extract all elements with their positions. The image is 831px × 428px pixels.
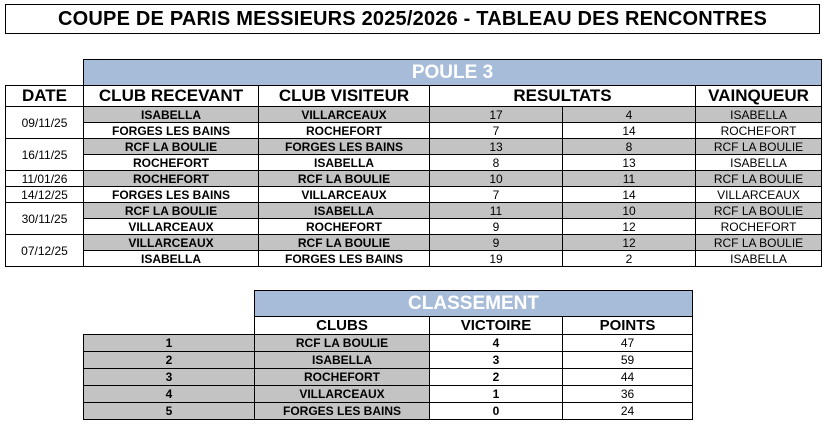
- score-away: 2: [563, 251, 696, 267]
- col-away-club: CLUB VISITEUR: [259, 86, 430, 107]
- score-away: 10: [563, 203, 696, 219]
- away-club: ROCHEFORT: [259, 123, 430, 139]
- winner: RCF LA BOULIE: [696, 235, 822, 251]
- winner: RCF LA BOULIE: [696, 139, 822, 155]
- match-row: [6, 187, 822, 203]
- winner: ISABELLA: [696, 155, 822, 171]
- match-row: [6, 107, 822, 123]
- match-row: [6, 171, 822, 187]
- club: ISABELLA: [255, 352, 430, 369]
- blank-corner: [6, 60, 84, 86]
- away-club: ISABELLA: [259, 155, 430, 171]
- score-home: 11: [430, 203, 563, 219]
- home-club: ISABELLA: [84, 107, 259, 123]
- away-club: ISABELLA: [259, 203, 430, 219]
- score-home: 7: [430, 187, 563, 203]
- score-away: 13: [563, 155, 696, 171]
- rank: 3: [84, 369, 255, 386]
- winner: ISABELLA: [696, 251, 822, 267]
- away-club: FORGES LES BAINS: [259, 251, 430, 267]
- pool-header: POULE 3: [84, 60, 822, 86]
- wins: 3: [430, 352, 563, 369]
- col-date: DATE: [6, 86, 84, 107]
- matches-column-headers: [6, 86, 822, 107]
- match-date: 07/12/25: [6, 235, 84, 267]
- winner: ISABELLA: [696, 107, 822, 123]
- points: 36: [563, 386, 693, 403]
- matches-table: [5, 59, 822, 267]
- match-row: [6, 139, 822, 155]
- standing-row: [84, 335, 693, 352]
- rank: 4: [84, 386, 255, 403]
- wins: 2: [430, 369, 563, 386]
- score-away: 4: [563, 107, 696, 123]
- home-club: VILLARCEAUX: [84, 235, 259, 251]
- points: 47: [563, 335, 693, 352]
- winner: RCF LA BOULIE: [696, 203, 822, 219]
- score-home: 13: [430, 139, 563, 155]
- page-title: COUPE DE PARIS MESSIEURS 2025/2026 - TABLEAU DES RENCONTRES: [5, 4, 820, 34]
- away-club: ROCHEFORT: [259, 219, 430, 235]
- rank: 1: [84, 335, 255, 352]
- col-points: POINTS: [563, 317, 693, 335]
- winner: ROCHEFORT: [696, 123, 822, 139]
- match-date: 11/01/26: [6, 171, 84, 187]
- points: 24: [563, 403, 693, 420]
- score-away: 8: [563, 139, 696, 155]
- points: 44: [563, 369, 693, 386]
- col-clubs: CLUBS: [255, 317, 430, 335]
- away-club: RCF LA BOULIE: [259, 235, 430, 251]
- away-club: VILLARCEAUX: [259, 187, 430, 203]
- standings-column-headers: [84, 317, 693, 335]
- winner: ROCHEFORT: [696, 219, 822, 235]
- score-home: 17: [430, 107, 563, 123]
- match-row: [6, 251, 822, 267]
- match-date: 14/12/25: [6, 187, 84, 203]
- standing-row: [84, 386, 693, 403]
- rank: 5: [84, 403, 255, 420]
- score-away: 12: [563, 219, 696, 235]
- score-home: 7: [430, 123, 563, 139]
- club: VILLARCEAUX: [255, 386, 430, 403]
- wins: 4: [430, 335, 563, 352]
- club: RCF LA BOULIE: [255, 335, 430, 352]
- home-club: VILLARCEAUX: [84, 219, 259, 235]
- match-row: [6, 123, 822, 139]
- away-club: RCF LA BOULIE: [259, 171, 430, 187]
- match-date: 16/11/25: [6, 139, 84, 171]
- rank: 2: [84, 352, 255, 369]
- col-wins: VICTOIRE: [430, 317, 563, 335]
- match-row: [6, 155, 822, 171]
- away-club: VILLARCEAUX: [259, 107, 430, 123]
- standing-row: [84, 369, 693, 386]
- score-home: 9: [430, 219, 563, 235]
- standing-row: [84, 352, 693, 369]
- score-home: 9: [430, 235, 563, 251]
- wins: 1: [430, 386, 563, 403]
- score-home: 10: [430, 171, 563, 187]
- home-club: FORGES LES BAINS: [84, 123, 259, 139]
- score-home: 19: [430, 251, 563, 267]
- col-winner: VAINQUEUR: [696, 86, 822, 107]
- standings-header: CLASSEMENT: [255, 291, 693, 317]
- score-away: 14: [563, 187, 696, 203]
- match-row: [6, 203, 822, 219]
- col-home-club: CLUB RECEVANT: [84, 86, 259, 107]
- col-results: RESULTATS: [430, 86, 696, 107]
- match-row: [6, 219, 822, 235]
- score-away: 11: [563, 171, 696, 187]
- standings-table: [83, 290, 693, 420]
- wins: 0: [430, 403, 563, 420]
- home-club: ISABELLA: [84, 251, 259, 267]
- home-club: RCF LA BOULIE: [84, 139, 259, 155]
- blank-corner: [84, 291, 255, 317]
- score-away: 14: [563, 123, 696, 139]
- winner: RCF LA BOULIE: [696, 171, 822, 187]
- match-date: 09/11/25: [6, 107, 84, 139]
- home-club: ROCHEFORT: [84, 171, 259, 187]
- standing-row: [84, 403, 693, 420]
- home-club: FORGES LES BAINS: [84, 187, 259, 203]
- score-away: 12: [563, 235, 696, 251]
- score-home: 8: [430, 155, 563, 171]
- points: 59: [563, 352, 693, 369]
- match-row: [6, 235, 822, 251]
- away-club: FORGES LES BAINS: [259, 139, 430, 155]
- match-date: 30/11/25: [6, 203, 84, 235]
- home-club: RCF LA BOULIE: [84, 203, 259, 219]
- club: ROCHEFORT: [255, 369, 430, 386]
- winner: VILLARCEAUX: [696, 187, 822, 203]
- home-club: ROCHEFORT: [84, 155, 259, 171]
- blank-rank-header: [84, 317, 255, 335]
- club: FORGES LES BAINS: [255, 403, 430, 420]
